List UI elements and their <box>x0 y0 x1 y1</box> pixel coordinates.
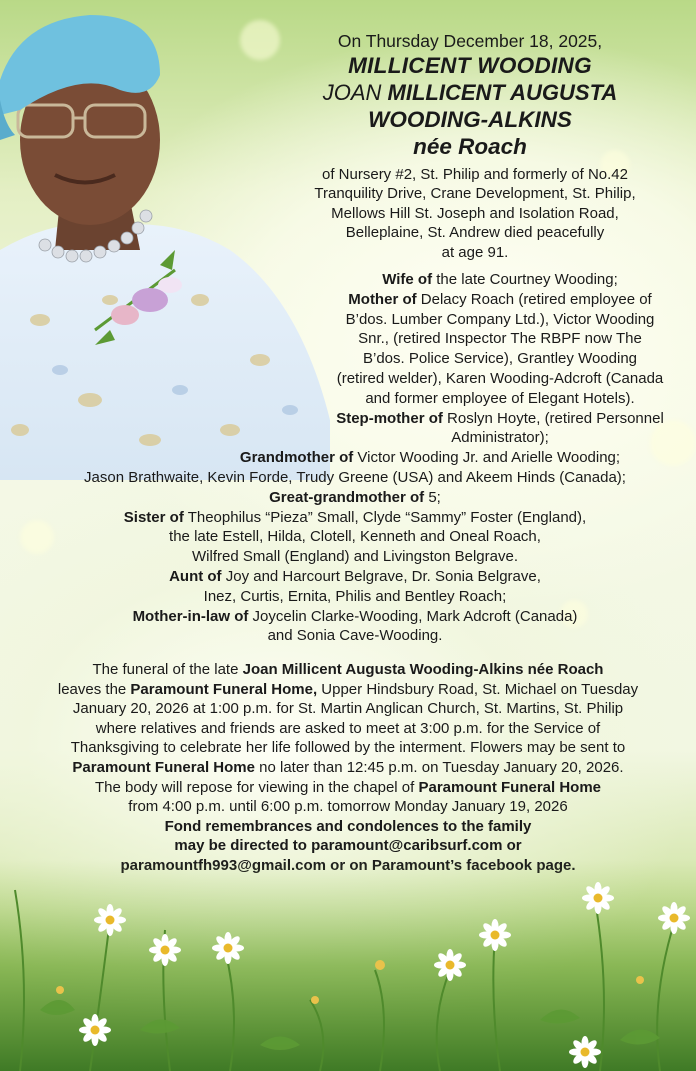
bio-line: of Nursery #2, St. Philip and formerly of No.42 <box>322 166 628 183</box>
daisy-meadow-illustration <box>0 860 696 1071</box>
funeral-line: where relatives and friends are asked to meet at 3:00 p.m. for the Service of <box>95 719 601 737</box>
step-mother-of-label: Step-mother of <box>336 409 443 427</box>
mother-of-line: B’dos. Lumber Company Ltd.), Victor Wooding <box>345 310 655 328</box>
wife-of-label: Wife of <box>382 271 433 288</box>
funeral-text: no later than 12:45 p.m. on Tuesday January 20, 2026. <box>254 758 624 776</box>
mother-of-line: B’dos. Police Service), Grantley Wooding <box>362 350 637 368</box>
bio-line: at age 91. <box>441 243 509 261</box>
great-grandmother-of <box>40 488 670 508</box>
funeral-line: January 20, 2026 at 1:00 p.m. for St. Martin Anglican Church, St. Martins, St. Philip <box>72 700 624 718</box>
great-grandmother-of-text: 5; <box>424 488 441 506</box>
aunt-of <box>40 567 670 587</box>
sister-of-text: Theophilus “Pieza” Small, Clyde “Sammy” Foster (England), <box>183 508 587 526</box>
funeral-intro: The funeral of the late <box>92 661 243 678</box>
condolences-email-line: may be directed to paramount@caribsurf.com or <box>174 837 522 855</box>
funeral-text: leaves the <box>57 680 131 698</box>
mother-of-text: Delacy Roach (retired employee of <box>416 290 652 308</box>
funeral-home-name: Paramount Funeral Home <box>418 778 602 796</box>
funeral-line <box>20 680 676 700</box>
sister-of-label: Sister of <box>123 508 184 526</box>
funeral-line: Thanksgiving to celebrate her life followed by the interment. Flowers may be sent to <box>70 739 626 757</box>
mother-in-law-of <box>40 607 670 627</box>
funeral-text: The body will repose for viewing in the chapel of <box>94 778 419 796</box>
name-line-3: WOODING-ALKINS <box>368 107 572 132</box>
obituary-header <box>285 30 655 161</box>
sister-of <box>40 508 670 528</box>
step-mother-of <box>40 409 670 429</box>
mother-of-label: Mother of <box>348 290 417 308</box>
great-grandmother-of-label: Great-grandmother of <box>269 488 425 506</box>
mother-in-law-of-label: Mother-in-law of <box>132 607 249 625</box>
funeral-line <box>20 758 676 778</box>
name-line-1: MILLICENT WOODING <box>348 53 592 78</box>
step-mother-of-line: Administrator); <box>451 429 549 447</box>
wife-of-text: the late Courtney Wooding; <box>432 271 618 288</box>
funeral-home-name: Paramount Funeral Home, <box>130 680 318 698</box>
grandmother-of <box>40 448 670 468</box>
grandmother-of-line: Jason Brathwaite, Kevin Forde, Trudy Greene (USA) and Akeem Hinds (Canada); <box>84 468 626 486</box>
bio-line: Tranquility Drive, Crane Development, St. Philip, <box>314 185 636 203</box>
mother-of <box>40 290 670 310</box>
mother-of-line: Snr., (retired Inspector The RBPF now The <box>358 330 642 348</box>
family-relations <box>40 270 670 646</box>
condolences-line: Fond remembrances and condolences to the family <box>164 817 532 835</box>
aunt-of-label: Aunt of <box>169 567 222 585</box>
biography <box>285 165 665 262</box>
name-line-2-bold: MILLICENT AUGUSTA <box>387 80 618 105</box>
name-line-2-prefix: JOAN <box>322 80 382 105</box>
bio-line: Mellows Hill St. Joseph and Isolation Road, <box>331 204 619 222</box>
grandmother-of-label: Grandmother of <box>239 449 354 467</box>
mother-of-line: (retired welder), Karen Wooding-Adcroft (Canada <box>336 369 664 387</box>
mother-in-law-of-line: and Sonia Cave-Wooding. <box>267 627 443 645</box>
sister-of-line: the late Estell, Hilda, Clotell, Kenneth and Oneal Roach, <box>169 528 541 546</box>
wife-of <box>40 270 670 290</box>
funeral-home-name: Paramount Funeral Home <box>72 758 255 776</box>
step-mother-of-text: Roslyn Hoyte, (retired Personnel <box>442 409 664 427</box>
mother-of-line: and former employee of Elegant Hotels). <box>365 389 635 407</box>
death-date: On Thursday December 18, 2025, <box>337 31 603 51</box>
bio-line: Belleplaine, St. Andrew died peacefully <box>345 224 605 242</box>
funeral-text: Upper Hindsbury Road, St. Michael on Tuesday <box>317 680 639 698</box>
funeral-line <box>20 660 676 680</box>
aunt-of-text: Joy and Harcourt Belgrave, Dr. Sonia Belgrave, <box>221 567 541 585</box>
funeral-details <box>20 660 676 876</box>
aunt-of-line: Inez, Curtis, Ernita, Philis and Bentley Roach; <box>203 587 507 605</box>
funeral-line <box>20 778 676 798</box>
funeral-line: from 4:00 p.m. until 6:00 p.m. tomorrow Monday January 19, 2026 <box>128 798 568 816</box>
maiden-name: née Roach <box>413 134 527 159</box>
sister-of-line: Wilfred Small (England) and Livingston Belgrave. <box>192 548 518 566</box>
deceased-full-name: Joan Millicent Augusta Wooding-Alkins née Roach <box>242 661 604 678</box>
grandmother-of-text: Victor Wooding Jr. and Arielle Wooding; <box>353 449 621 467</box>
mother-in-law-of-text: Joycelin Clarke-Wooding, Mark Adcroft (Canada) <box>248 607 578 625</box>
name-line-2 <box>285 79 655 106</box>
